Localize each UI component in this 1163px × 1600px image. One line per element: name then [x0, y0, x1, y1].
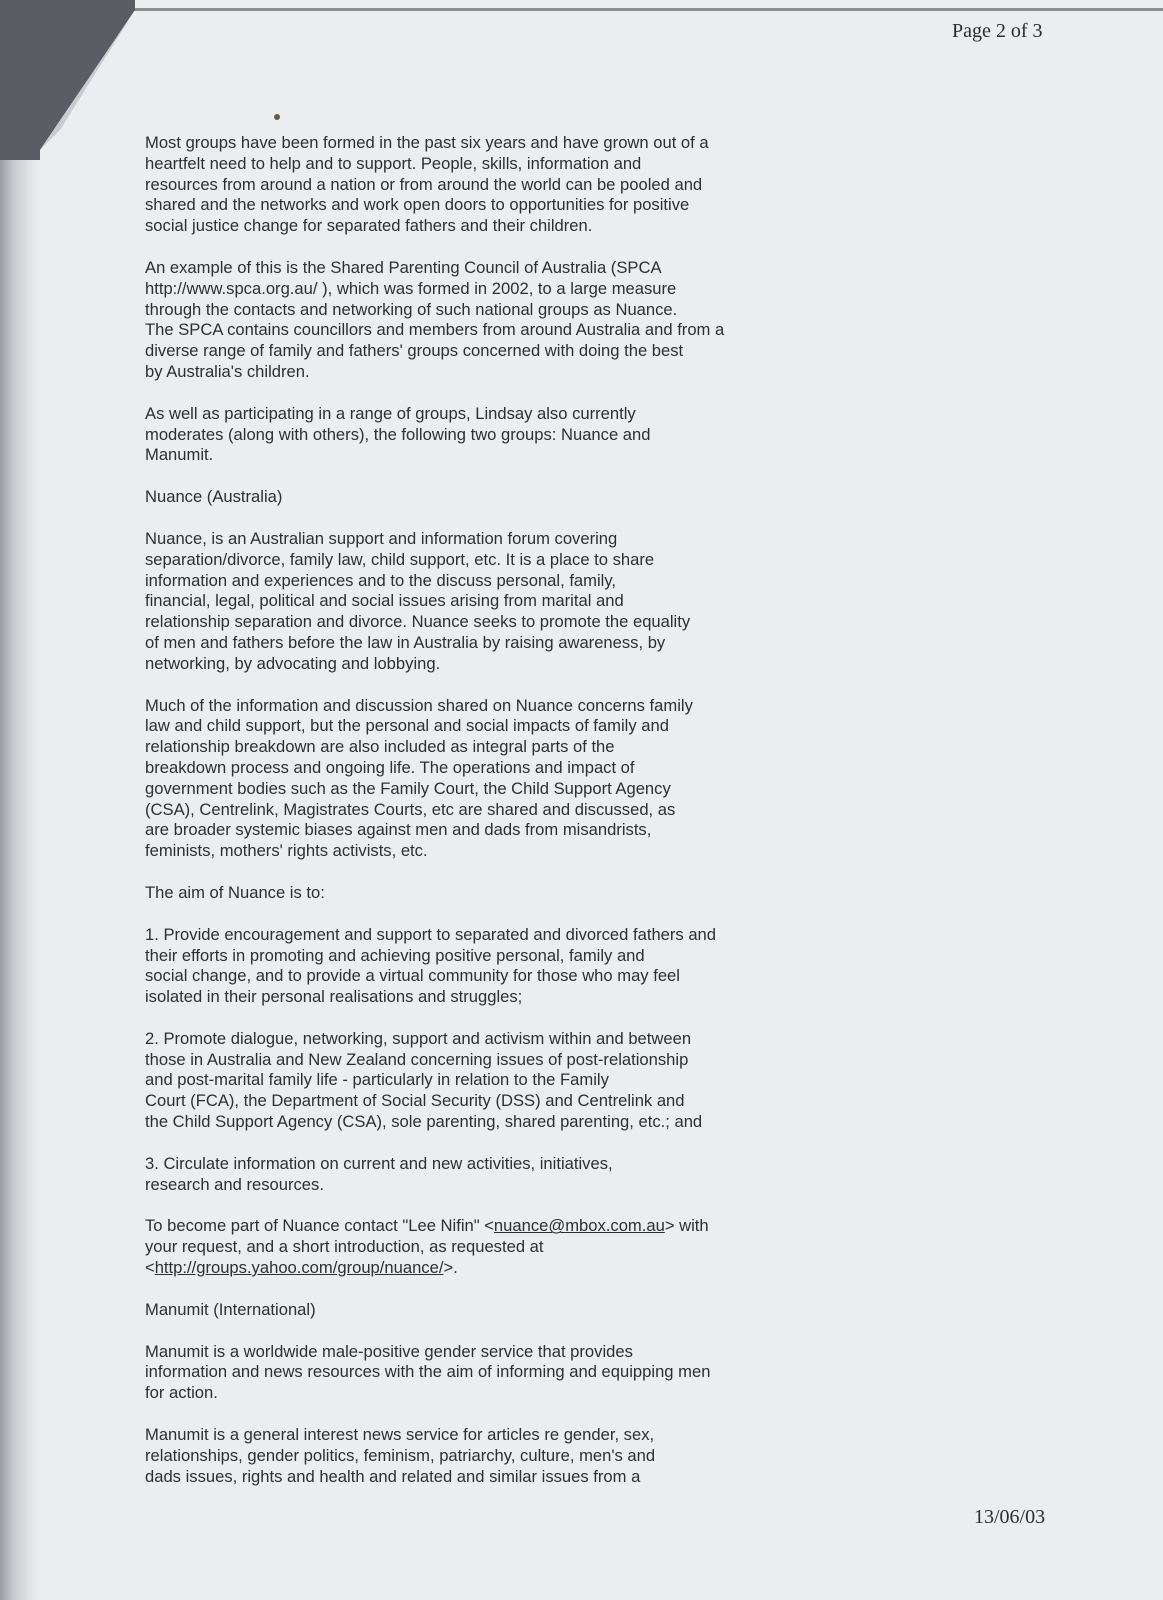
- spca-link[interactable]: http://www.spca.org.au/: [145, 278, 318, 298]
- document-body: [145, 133, 815, 1508]
- aim-item-1: 1. Provide encouragement and support to separated and divorced fathers and their efforts in promoting and achieving positive personal, family and social change, and to provide a virtual community for those who may feel isolated in their personal realisations and struggles;: [145, 924, 717, 1007]
- aim-item-2: 2. Promote dialogue, networking, support and activism within and between those in Australia and New Zealand concerning issues of post-relationship and post-marital family life - particularly in relation to the Family Court (FCA), the Department of Social Security (DSS) and Centrelink and the Child Support Agency (CSA), sole parenting, shared parenting, etc.; and: [145, 1028, 703, 1132]
- page-number: Page 2 of 3: [952, 20, 1043, 42]
- nuance-description: Nuance, is an Australian support and information forum covering separation/divorce, family law, child support, etc. It is a place to share information and experiences and to the discuss personal, family, financial, legal, political and social issues arising from marital and relationship separation and divorce. Nuance seeks to promote the equality of men and fathers before the law in Australia by raising awareness, by networking, by advocating and lobbying.: [145, 528, 691, 673]
- page-edge-shadow: [0, 0, 40, 1600]
- yahoo-group-link[interactable]: http://groups.yahoo.com/group/nuance/: [154, 1258, 444, 1278]
- contact-paragraph: To become part of Nuance contact "Lee Nifin" <nuance@mbox.com.au> with your request, and a short introduction, as requested at <http://groups.yahoo.com/group/nuance/>.: [145, 1216, 709, 1278]
- intro-paragraph: Most groups have been formed in the past six years and have grown out of a heartfelt need to help and to support. People, skills, information and resources from around a nation or from around the world can be pooled and shared and the networks and work open doors to opportunities for positive social justice change for separated fathers and their children.: [145, 133, 709, 236]
- spca-paragraph: An example of this is the Shared Parenting Council of Australia (SPCA http://www.spca.org.au/ ), which was formed in 2002, to a large measure through the contacts and networking of such national groups as Nuance. The SPCA contains councillors and members from around Australia and from a diverse range of family and fathers' groups concerned with doing the best by Australia's children.: [145, 257, 725, 381]
- manumit-heading: Manumit (International): [145, 1299, 316, 1319]
- aim-item-3: 3. Circulate information on current and new activities, initiatives, research and resources.: [145, 1153, 613, 1194]
- manumit-news-paragraph: Manumit is a general interest news service for articles re gender, sex, relationships, gender politics, feminism, patriarchy, culture, men's and dads issues, rights and health and related and similar issues from a: [145, 1425, 656, 1486]
- ink-speck: [274, 114, 280, 120]
- nuance-heading: Nuance (Australia): [145, 487, 283, 507]
- folded-corner: [0, 0, 140, 160]
- nuance-aim-intro: The aim of Nuance is to:: [145, 882, 325, 902]
- page-top-edge: [130, 8, 1163, 11]
- moderation-paragraph: As well as participating in a range of groups, Lindsay also currently moderates (along with others), the following two groups: Nuance and Manumit.: [145, 403, 651, 465]
- contact-email-link[interactable]: nuance@mbox.com.au: [493, 1216, 665, 1236]
- nuance-discussion-paragraph: Much of the information and discussion shared on Nuance concerns family law and child support, but the personal and social impacts of family and relationship breakdown are also included as integral parts of the breakdown process and ongoing life. The operations and impact of government bodies such as the Family Court, the Child Support Agency (CSA), Centrelink, Magistrates Courts, etc are shared and discussed, as are broader systemic biases against men and dads from misandrists, feminists, mothers' rights activists, etc.: [145, 695, 693, 861]
- manumit-description: Manumit is a worldwide male-positive gender service that provides information and news resources with the aim of informing and equipping men for action.: [145, 1341, 711, 1403]
- footer-date: 13/06/03: [974, 1506, 1046, 1528]
